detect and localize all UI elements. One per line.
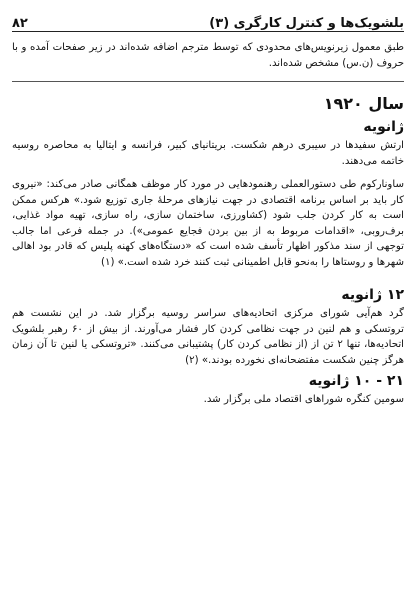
running-header [12, 0, 404, 32]
section-heading: ژانویه [363, 119, 404, 135]
section-january-12 [12, 286, 404, 368]
section-january [12, 118, 404, 270]
page-number: ۸۲ [12, 16, 28, 31]
translator-note [12, 40, 404, 71]
intro-paragraph: طبق معمول زیرنویس‌های محدودی که توسط مترجم اضافه شده‌اند در زیر صفحات آمده و با حروف (ن.س) مشخص شده‌اند. [12, 42, 404, 69]
section-january-10-21 [12, 372, 404, 408]
divider [12, 81, 404, 82]
paragraph: ارتش سفیدها در سیبری درهم شکست. بریتانیای کبیر، فرانسه و ایتالیا به محاصره روسیه خاتمه می‌دهند. [12, 140, 404, 167]
paragraph: گرد هم‌آیی شورای مرکزی اتحادیه‌های سراسر روسیه برگزار شد. در این نشست هم تروتسکی و هم لنین در جهت نظامی کردن کار فشار می‌آورند. از بیش از ۶۰ رهبر بلشویک اتحادیه‌ها، تنها ۲ تن از (از نظامی کردن کار) پشتیبانی می‌کنند. «تروتسکی یا لنین تا آن زمان هرگز چنین شکست مفتضحانه‌ای نخورده بودند.» (۲) [12, 308, 404, 366]
paragraph: سومین کنگره شوراهای اقتصاد ملی برگزار شد. [203, 394, 404, 405]
running-title: بلشویک‌ها و کنترل کارگری (۳) [209, 16, 404, 31]
section-heading: ۲۱ - ۱۰ ژانویه [308, 373, 404, 389]
section-heading: ۱۲ ژانویه [341, 287, 404, 303]
paragraph: ساوناركوم طی دستورالعملی رهنمودهایی در مورد کار موظف همگانی صادر می‌کند: «نیروی کار باید بر اساس برنامه اقتصادی در جهت نیازهای مرحلهٔ جاری توزیع شود.» هرکس ممکن است به کار کردن جلب شود (کشاورزی، ساختمان سازی، راه سازی، تهیه مواد غذایی، برف‌روبی، «اقدامات مربوط به از بین بردن فجایع عمومی»). در جمله فرعی اما جالب توجهی از سند مذکور اظهار تأسف شده است که «دستگاه‌های کهنه پلیس که قادر بود اهالی شهرها و روستاها را به‌نحو قابل اطمینانی ثبت کنند خرد شده است.» (۱) [12, 179, 404, 268]
year-heading: سال ۱۹۲۰ [323, 94, 404, 113]
